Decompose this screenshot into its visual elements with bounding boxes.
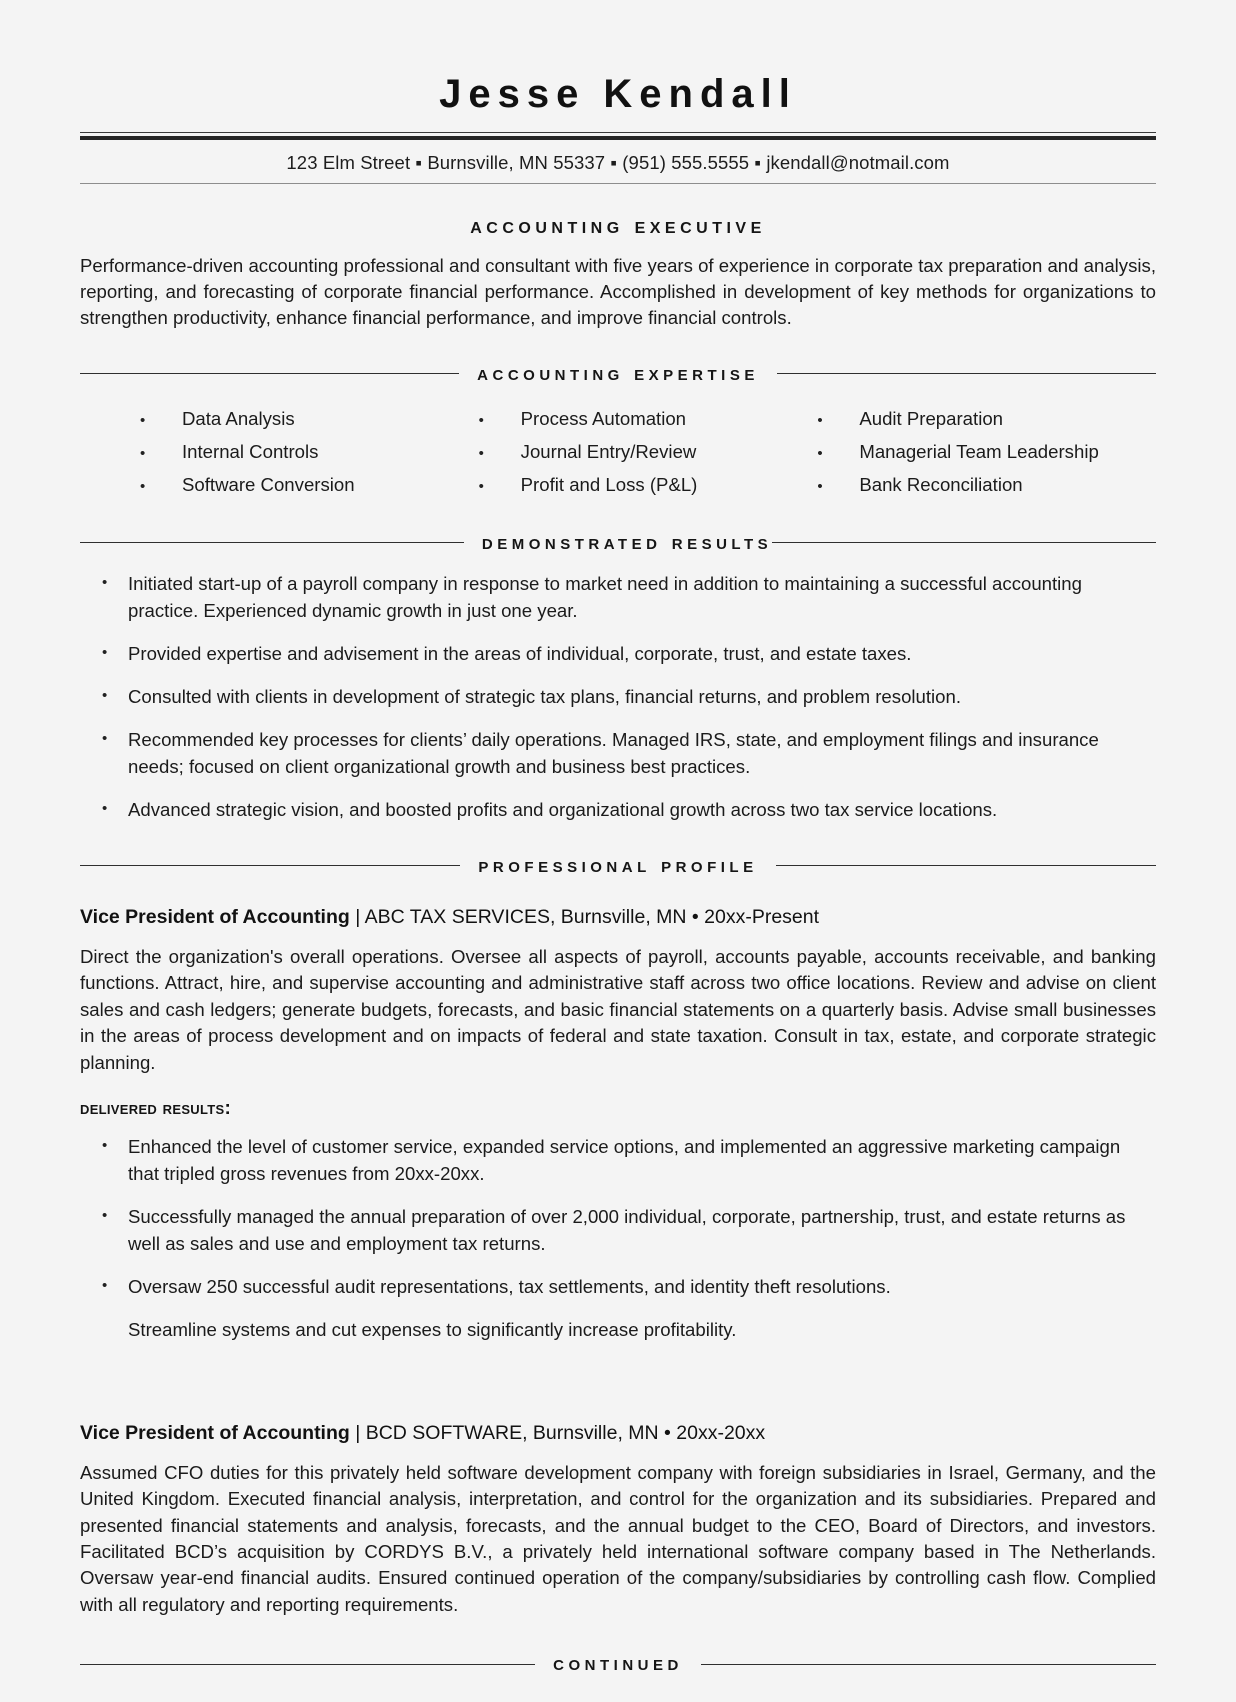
- summary-paragraph: Performance-driven accounting professional and consultant with five years of experience in corporate tax preparation and analysis, reporting, and forecasting of corporate financial performance. Accomplished in development of key methods for organizations to strengthen productivity, enhance financial performance, and improve financial controls.: [80, 254, 1156, 329]
- bullet-icon: •: [478, 477, 484, 495]
- bullet-icon: •: [140, 477, 146, 495]
- job-role: Vice President of Accounting: [80, 1421, 350, 1444]
- list-item: [140, 468, 479, 501]
- rule-right: [777, 373, 1156, 374]
- contact-line: 123 Elm Street ▪ Burnsville, MN 55337 ▪ (951) 555.5555 ▪ jkendall@notmail.com: [286, 151, 950, 173]
- bullet-icon: •: [102, 573, 108, 591]
- bullet-placeholder: [80, 1317, 128, 1340]
- delivered-results-list: [80, 1134, 1156, 1344]
- list-item: [80, 1204, 1156, 1258]
- job-heading: [80, 1420, 1156, 1446]
- list-item-text: Initiated start-up of a payroll company in response to market need in addition to maintaining a successful accounting practice. Experienced dynamic growth in just one year.: [128, 572, 1082, 621]
- list-item-text: Recommended key processes for clients’ daily operations. Managed IRS, state, and employment filings and insurance needs; focused on client organizational growth and business best practices.: [128, 728, 1099, 777]
- bullet-icon: •: [817, 411, 823, 429]
- section-title: professional profile: [478, 853, 758, 877]
- bullet-icon: •: [102, 1136, 108, 1154]
- list-item: [140, 402, 479, 435]
- continued-label: continued: [553, 1652, 683, 1676]
- results-bullet-list: [80, 571, 1156, 824]
- rule-left: [80, 542, 464, 543]
- delivered-results-subheading: delivered results:: [80, 1097, 232, 1119]
- list-item: [80, 641, 1156, 668]
- section-heading-expertise: [80, 362, 1156, 386]
- job-role: Vice President of Accounting: [80, 905, 350, 928]
- list-item-label: Internal Controls: [182, 440, 319, 462]
- list-item-label: Data Analysis: [182, 407, 295, 429]
- list-item: [80, 571, 1156, 625]
- rule-right: [701, 1664, 1156, 1665]
- list-item-label: Managerial Team Leadership: [859, 440, 1099, 462]
- bullet-icon: •: [102, 1206, 108, 1224]
- bullet-icon: •: [102, 686, 108, 704]
- list-item: [479, 402, 818, 435]
- list-item-label: Journal Entry/Review: [520, 440, 697, 462]
- list-item-text: Streamline systems and cut expenses to significantly increase profitability.: [128, 1318, 737, 1340]
- list-item: [80, 1134, 1156, 1188]
- list-item-label: Process Automation: [520, 407, 687, 429]
- list-item: [479, 468, 818, 501]
- expertise-list: [140, 402, 1156, 501]
- list-item: [817, 468, 1156, 501]
- bullet-icon: •: [102, 643, 108, 661]
- header-bottom-rule: [80, 183, 1156, 184]
- list-item: [80, 797, 1156, 824]
- section-heading-profile: [80, 854, 1156, 878]
- bullet-icon: •: [102, 729, 108, 747]
- rule-left: [80, 1664, 535, 1665]
- list-item: [817, 435, 1156, 468]
- list-item-text: Consulted with clients in development of strategic tax plans, financial returns, and problem resolution.: [128, 685, 962, 707]
- list-item-unbulleted: [80, 1317, 1156, 1344]
- list-item-label: Software Conversion: [182, 473, 355, 495]
- list-item: [80, 1274, 1156, 1301]
- section-spacer: [80, 1360, 1156, 1394]
- rule-right: [776, 865, 1156, 866]
- list-item: [140, 435, 479, 468]
- rule-left: [80, 373, 459, 374]
- section-title: accounting expertise: [477, 361, 759, 385]
- job-heading: [80, 904, 1156, 930]
- list-item-label: Bank Reconciliation: [859, 473, 1023, 495]
- bullet-icon: •: [140, 444, 146, 462]
- section-heading-results: [80, 531, 1156, 555]
- list-item-text: Provided expertise and advisement in the areas of individual, corporate, trust, and estate taxes.: [128, 642, 912, 664]
- bullet-icon: •: [102, 799, 108, 817]
- job-description: Assumed CFO duties for this privately held software development company with foreign subsidiaries in Israel, Germany, and the United Kingdom. Executed financial analysis, interpretation, and control for the organization and its subsidiaries. Prepared and presented financial statements and analysis, forecasts, and the annual budget to the CEO, Board of Directors, and investors. Facilitated BCD’s acquisition by CORDYS B.V., a privately held international software company based in The Netherlands. Oversaw year-end financial audits. Ensured continued operation of the company/subsidiaries by controlling cash flow. Complied with all regulatory and reporting requirements.: [80, 1461, 1156, 1615]
- bullet-icon: •: [140, 411, 146, 429]
- rule-left: [80, 865, 460, 866]
- candidate-name: Jesse Kendall: [439, 72, 797, 116]
- list-item-text: Advanced strategic vision, and boosted profits and organizational growth across two tax service locations.: [128, 798, 998, 820]
- list-item-text: Successfully managed the annual preparation of over 2,000 individual, corporate, partnership, trust, and estate returns as well as sales and use and employment tax returns.: [128, 1205, 1126, 1254]
- section-title: demonstrated results: [481, 530, 773, 554]
- list-item: [479, 435, 818, 468]
- list-item-text: Oversaw 250 successful audit representations, tax settlements, and identity theft resolutions.: [128, 1275, 891, 1297]
- job-meta: | BCD SOFTWARE, Burnsville, MN • 20xx-20xx: [349, 1421, 766, 1444]
- header-double-rule: [80, 132, 1156, 140]
- list-item-label: Profit and Loss (P&L): [520, 473, 698, 495]
- list-item-label: Audit Preparation: [859, 407, 1004, 429]
- rule-right: [772, 542, 1156, 543]
- page-title: accounting executive: [470, 211, 766, 238]
- list-item: [80, 727, 1156, 781]
- bullet-icon: •: [817, 444, 823, 462]
- bullet-icon: •: [478, 411, 484, 429]
- job-meta: | ABC TAX SERVICES, Burnsville, MN • 20xx-Present: [349, 905, 820, 928]
- bullet-icon: •: [817, 477, 823, 495]
- section-heading-continued: [80, 1652, 1156, 1676]
- job-description: Direct the organization's overall operations. Oversee all aspects of payroll, accounts payable, accounts receivable, and banking functions. Attract, hire, and supervise accounting and administrative staff across two office locations. Review and advise on client sales and cash ledgers; generate budgets, forecasts, and basic financial statements on a quarterly basis. Advise small businesses in the areas of process development and on impacts of federal and state taxation. Consult in tax, estate, and corporate strategic planning.: [80, 945, 1156, 1073]
- list-item-text: Enhanced the level of customer service, expanded service options, and implemented an aggressive marketing campaign that tripled gross revenues from 20xx-20xx.: [128, 1135, 1121, 1184]
- list-item: [80, 684, 1156, 711]
- list-item: [817, 402, 1156, 435]
- bullet-icon: •: [478, 444, 484, 462]
- bullet-icon: •: [102, 1276, 108, 1294]
